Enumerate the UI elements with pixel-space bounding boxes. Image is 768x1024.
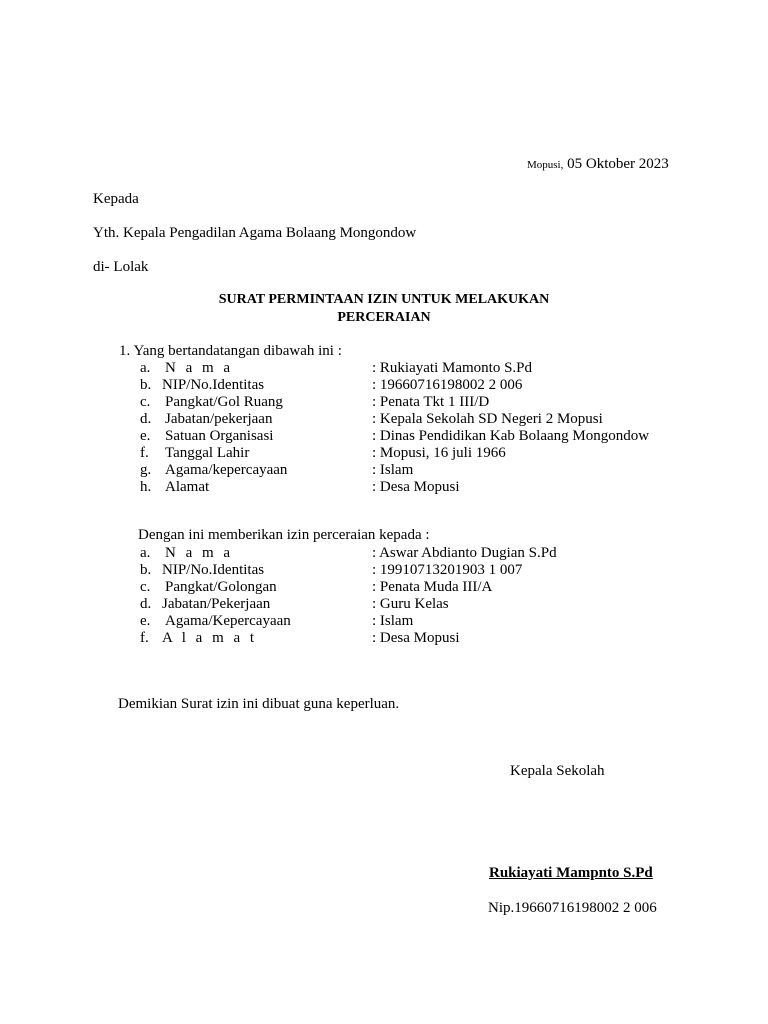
field-label: Jabatan/pekerjaan (165, 411, 273, 427)
field-label: Pangkat/Gol Ruang (165, 394, 283, 410)
field-label: NIP/No.Identitas (162, 562, 265, 578)
letter-place: Mopusi, (527, 159, 564, 171)
field-value: : 19660716198002 2 006 (372, 377, 523, 393)
field-value: : Islam (372, 613, 414, 629)
section-1-intro: 1. Yang bertandatangan dibawah ini : (119, 343, 342, 359)
field-value: : Penata Muda III/A (372, 579, 493, 595)
field-label: N a m a (165, 545, 234, 561)
field-value: : Desa Mopusi (372, 479, 460, 495)
field-value: : Kepala Sekolah SD Negeri 2 Mopusi (372, 411, 603, 427)
field-letter: c. (140, 394, 151, 410)
field-value: : Islam (372, 462, 414, 478)
field-label: Agama/Kepercayaan (165, 613, 291, 629)
field-label: Agama/kepercayaan (165, 462, 288, 478)
field-label: Jabatan/Pekerjaan (162, 596, 271, 612)
field-value: : Desa Mopusi (372, 630, 460, 646)
field-letter: f. (140, 445, 149, 461)
field-label: Tanggal Lahir (165, 445, 250, 461)
field-letter: e. (140, 428, 151, 444)
field-value: : Dinas Pendidikan Kab Bolaang Mongondow (372, 428, 650, 444)
closing-statement: Demikian Surat izin ini dibuat guna keperluan. (118, 696, 400, 712)
section-2-intro: Dengan ini memberikan izin perceraian kepada : (138, 527, 430, 543)
signature-role: Kepala Sekolah (510, 763, 605, 779)
field-letter: d. (140, 596, 152, 612)
recipient-line-1: Kepada (93, 191, 139, 207)
field-letter: b. (140, 562, 152, 578)
field-label: NIP/No.Identitas (162, 377, 265, 393)
field-letter: h. (140, 479, 152, 495)
letter-title-line-2: PERCERAIAN (337, 310, 431, 325)
field-label: A l a m a t (162, 630, 258, 646)
field-value: : Aswar Abdianto Dugian S.Pd (372, 545, 557, 561)
field-label: Alamat (165, 479, 210, 495)
field-label: Satuan Organisasi (165, 428, 274, 444)
field-letter: a. (140, 545, 151, 561)
field-value: : Guru Kelas (372, 596, 449, 612)
letter-date-value: 05 Oktober 2023 (567, 156, 669, 172)
field-letter: d. (140, 411, 152, 427)
field-letter: f. (140, 630, 149, 646)
letter-date (527, 156, 669, 173)
field-letter: g. (140, 462, 152, 478)
field-value: : Penata Tkt 1 III/D (372, 394, 490, 410)
field-letter: b. (140, 377, 152, 393)
field-label: Pangkat/Golongan (165, 579, 277, 595)
field-value: : Rukiayati Mamonto S.Pd (372, 360, 533, 376)
field-letter: a. (140, 360, 151, 376)
field-value: : Mopusi, 16 juli 1966 (372, 445, 506, 461)
field-letter: c. (140, 579, 151, 595)
signature-name: Rukiayati Mampnto S.Pd (489, 865, 653, 881)
recipient-line-2: Yth. Kepala Pengadilan Agama Bolaang Mongondow (93, 225, 417, 241)
field-letter: e. (140, 613, 151, 629)
recipient-line-3: di- Lolak (93, 259, 149, 275)
signature-nip: Nip.19660716198002 2 006 (488, 900, 657, 916)
field-value: : 19910713201903 1 007 (372, 562, 523, 578)
letter-title-line-1: SURAT PERMINTAAN IZIN UNTUK MELAKUKAN (218, 292, 550, 307)
field-label: N a m a (165, 360, 234, 376)
